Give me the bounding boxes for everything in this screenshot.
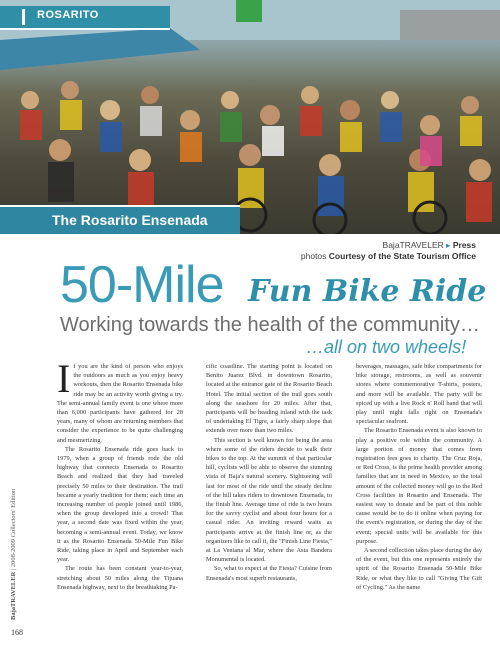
magazine-sidebar xyxy=(10,488,26,620)
subheadline-line1: Working towards the health of the community… xyxy=(60,314,480,336)
article-column-3 xyxy=(356,362,482,592)
article-paragraph: The route has been constant year-to-year, stretching about 50 miles along the Tijuana Ensenada highway, next to the breathtaking Pa- xyxy=(57,565,183,591)
credits-photos-source: Courtesy of the State Tourism Office xyxy=(328,251,476,261)
subheadline-line2: …all on two wheels! xyxy=(306,337,467,357)
section-tag-label: ROSARITO xyxy=(37,9,99,21)
article-text: f you are the kind of person who enjoys the outdoors as much as you enjoy heavy workouts, then the Rosarito Ensenada bike ride may be an activity worth giving a try. The semi-annual family event is one where more than 6,000 participants have gathered for 28 years, many of whom are returning members that consider the experience to be quite challenging and mesmerizing. xyxy=(57,363,183,444)
photo-title-text: The Rosarito Ensenada xyxy=(52,212,208,228)
article-paragraph xyxy=(57,356,183,445)
sidebar-text: BajaTRAVELER | 2008-2009 Collectors' Edition xyxy=(10,488,17,620)
cyclists-photo xyxy=(0,0,500,234)
page-number: 168 xyxy=(11,628,23,637)
credits-writer xyxy=(301,240,476,251)
sidebar-magazine: BajaTRAVELER xyxy=(10,571,17,620)
article-paragraph: A second collection takes place during the day of the event, but this one represents entirely the spirit of the Rosarito Ensenada 50-Mile Bike Ride, or what they like to call "Giving The Gift of Cycling." As the name xyxy=(356,547,482,591)
credits-writer-name: Press xyxy=(452,240,476,250)
credits-photos xyxy=(301,251,476,262)
article-paragraph: This section is well known for being the area where some of the riders decide to walk their bikes to the top. At the summit of that particular hill, cyclists will be able to observe the stunning vista of Baja's natural scenery. Sightseeing will last for most of the ride until the steady decline of the hill takes riders to downtown Ensenada, to the finish line. Average time of ride is two hours for the savvy cyclist and about four hours for a casual rider. An inviting reward waits as participants arrive at the finish line or, as the organizers like to call it, the "Finish Line Fiesta," at La Ventana al Mar, where the Asta Bandera Monumental is located. xyxy=(206,436,332,564)
crowd-illustration xyxy=(0,0,500,234)
credits-separator: ▸ xyxy=(446,240,451,250)
credits xyxy=(301,240,476,262)
section-tag-divider xyxy=(22,9,25,25)
article-column-2 xyxy=(206,362,332,583)
article-paragraph: So, what to expect at the Fiesta? Cuisine from Ensenada's most superb restaurants, xyxy=(206,565,332,582)
sidebar-edition: 2008-2009 Collectors' Edition xyxy=(10,488,17,568)
headline-script: Fun Bike Ride xyxy=(248,274,487,309)
article-paragraph: beverages, massages, safe bike compartments for bike storage, restrooms, as well as souvenir stores where commemorative T-shirts, posters, and more will be available. The party will be spiced up with a live Rock n' Roll band that will play until night falls right on Ensenada's spectacular seafront. xyxy=(356,363,482,426)
article-paragraph: cific coastline. The starting point is located on Benito Juarez Blvd. in downtown Rosarito, located at the entrance gate of the Rosarito Beach Hotel. The initial section of the trail goes south along the seashore for 20 miles. After that, participants will be heading inland with the task of undertaking El Tigre, a fairly sharp slope that extends over more than two miles. xyxy=(206,363,332,435)
article-paragraph: The Rosarito Ensenada event is also known to play a positive role within the community. A large portion of money that comes from registration fees goes to charity. The Cruz Roja, or Red Cross, is the prime health provider among families that are in need in Mexico, so the total amount of the collected money will go to the Red Cross facilities in Rosarito and Ensenada. The easiest way to donate and be part of this noble cause would be to do it online when paying for the event's registration, or during the day of the event; special units will be available for this purpose. xyxy=(356,427,482,545)
article-column-1 xyxy=(57,356,183,592)
drop-cap: I xyxy=(57,356,71,401)
credits-writer-prefix: BajaTRAVELER xyxy=(382,240,444,250)
section-tag xyxy=(0,6,170,30)
credits-photos-prefix: photos xyxy=(300,251,327,261)
article-paragraph: The Rosarito Ensenada ride goes back to 1979, when a group of friends rode the old highway that connects Ensenada to Rosarito Beach and realized that they had traveled precisely 50 miles to their destination. The trail became a yearly tradition for them; each time an increasing number of people joined until 1986, when the group developed into a crowd! That year, a second date was fixed within the year, becoming a semi-annual event. Today, we know it as the Rosarito Ensenada 50-Mile Fun Bike Ride, taking place in April and September each year. xyxy=(57,445,183,564)
headline-main: 50-Mile xyxy=(60,256,224,314)
photo-title-banner xyxy=(0,205,240,234)
